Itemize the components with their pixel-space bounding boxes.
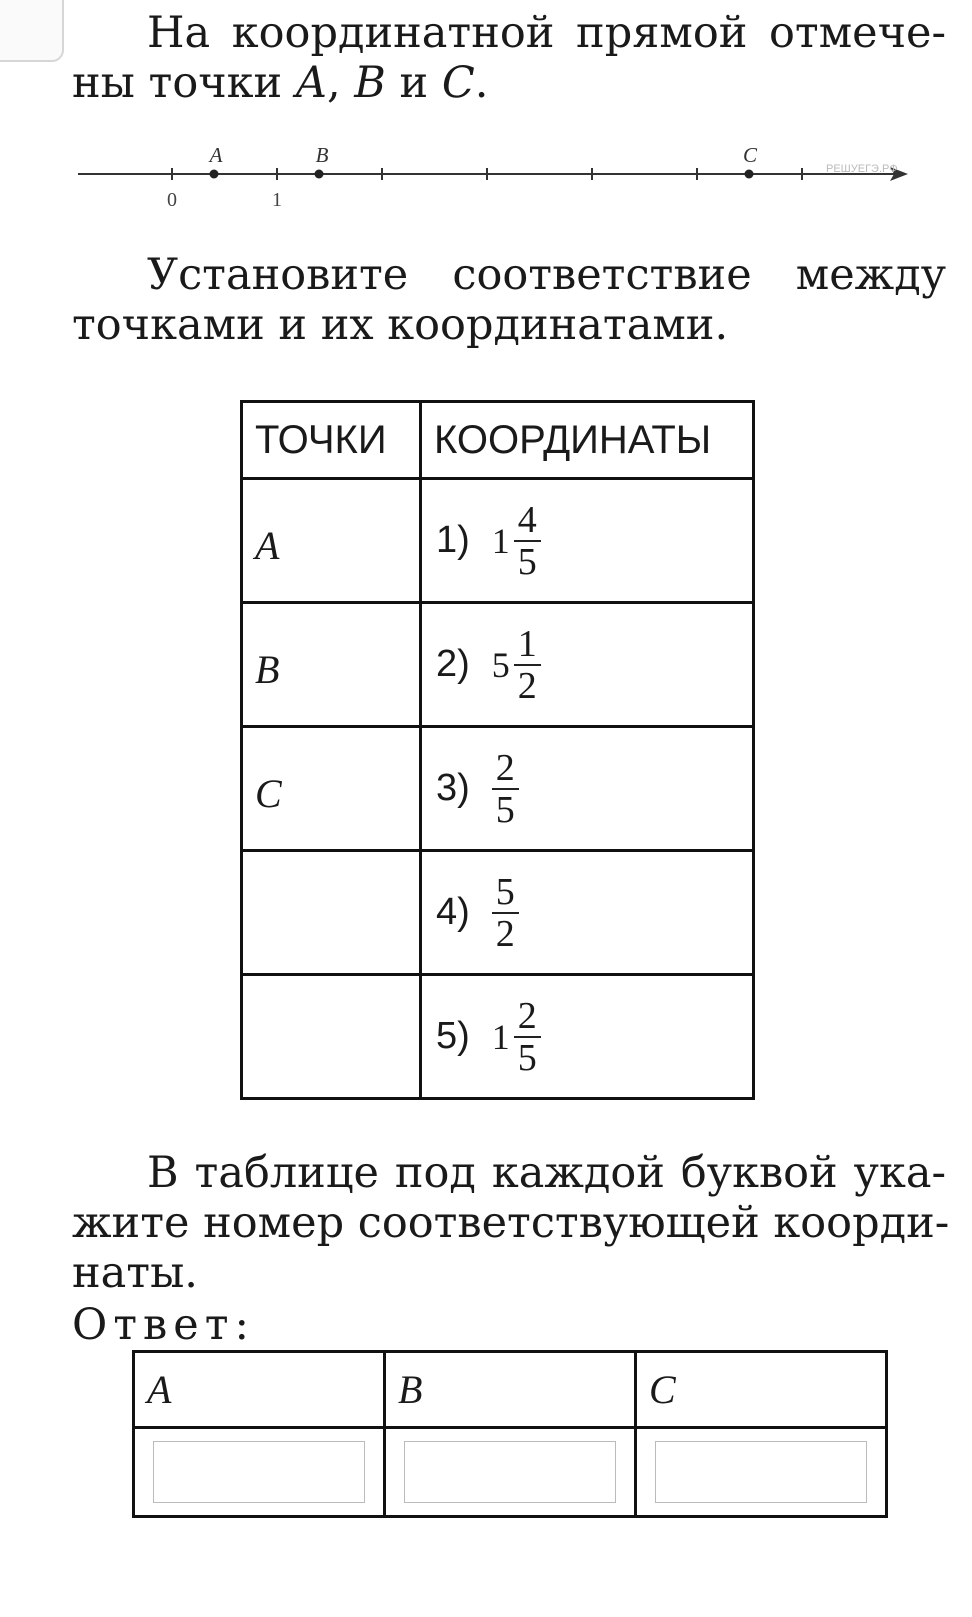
fraction-denominator: 5 — [517, 540, 537, 583]
match-table — [240, 400, 755, 1100]
coordinate-value — [422, 996, 752, 1078]
match-table-body — [242, 479, 754, 1099]
fraction — [492, 872, 519, 954]
point-cell — [242, 975, 421, 1099]
answer-label: Ответ: — [72, 1300, 255, 1350]
task-line-2: жите номер соответствующей коорди- — [72, 1198, 950, 1248]
fraction-numerator: 4 — [514, 500, 541, 542]
match-table-row — [242, 851, 754, 975]
answer-input-row — [134, 1428, 887, 1517]
fraction-numerator: 1 — [514, 624, 541, 666]
header-points: ТОЧКИ — [242, 402, 421, 479]
intro-sep-2: и — [385, 58, 442, 108]
task-paragraph — [72, 1148, 950, 1298]
corner-frame — [0, 0, 64, 62]
point-b-dot — [315, 170, 324, 179]
header-coordinates: КООРДИНАТЫ — [421, 402, 754, 479]
point-a-label: A — [209, 143, 223, 167]
fraction-denominator: 2 — [495, 912, 515, 955]
answer-input-a[interactable] — [153, 1441, 365, 1503]
intro-point-c: C — [441, 58, 475, 108]
task-line-3: наты. — [72, 1248, 198, 1298]
watermark: РЕШУЕГЭ.РФ — [826, 163, 898, 175]
coordinate-value — [422, 624, 752, 706]
coordinate-number: 4) — [436, 891, 470, 933]
point-cell: B — [242, 603, 421, 727]
coordinate-cell — [421, 975, 754, 1099]
fraction-numerator: 5 — [492, 872, 519, 914]
answer-cell-a — [134, 1428, 385, 1517]
coordinate-value — [422, 748, 752, 830]
point-c-label: C — [742, 143, 758, 167]
answer-cell-b — [385, 1428, 636, 1517]
point-cell: C — [242, 727, 421, 851]
fraction — [514, 624, 541, 706]
answer-cell-c — [636, 1428, 887, 1517]
task-line-1: В таблице под каждой буквой ука- — [147, 1148, 946, 1198]
intro-text: ны точки — [72, 58, 296, 108]
intro-point-a: A — [295, 58, 327, 108]
coordinate-number: 3) — [436, 767, 470, 809]
instruction-paragraph — [72, 250, 946, 350]
intro-end: . — [474, 58, 489, 108]
answer-header-b: B — [385, 1352, 636, 1428]
point-a-dot — [210, 170, 219, 179]
answer-input-b[interactable] — [404, 1441, 616, 1503]
instruction-line-1: Установите соответствие между — [147, 250, 946, 300]
intro-point-b: B — [354, 58, 386, 108]
coordinate-cell — [421, 479, 754, 603]
tick-label-0: 0 — [167, 189, 177, 211]
match-table-header-row — [242, 402, 754, 479]
coordinate-cell — [421, 603, 754, 727]
tick-label-1: 1 — [272, 189, 282, 211]
intro-paragraph — [72, 8, 946, 108]
answer-header-row — [134, 1352, 887, 1428]
fraction-numerator: 2 — [492, 748, 519, 790]
point-cell — [242, 851, 421, 975]
answer-header-c: C — [636, 1352, 887, 1428]
match-table-row — [242, 975, 754, 1099]
fraction-numerator: 2 — [514, 996, 541, 1038]
fraction — [514, 500, 541, 582]
coordinate-number: 5) — [436, 1015, 470, 1057]
intro-line-1: На координатной прямой отмече- — [147, 8, 946, 58]
number-line — [0, 130, 972, 220]
answer-input-c[interactable] — [655, 1441, 867, 1503]
point-b-label: B — [315, 143, 329, 167]
match-table-row — [242, 727, 754, 851]
mixed-whole: 5 — [491, 644, 510, 685]
fraction — [514, 996, 541, 1078]
match-table-row — [242, 603, 754, 727]
coordinate-cell — [421, 727, 754, 851]
point-c-dot — [745, 170, 754, 179]
mixed-whole: 1 — [491, 1016, 510, 1057]
coordinate-number: 2) — [436, 643, 470, 685]
match-table-row — [242, 479, 754, 603]
intro-line-2 — [72, 58, 946, 108]
coordinate-cell — [421, 851, 754, 975]
coordinate-number: 1) — [436, 519, 470, 561]
coordinate-value — [422, 872, 752, 954]
mixed-whole: 1 — [491, 520, 510, 561]
point-cell: A — [242, 479, 421, 603]
answer-header-a: A — [134, 1352, 385, 1428]
coordinate-value — [422, 500, 752, 582]
fraction-denominator: 2 — [517, 664, 537, 707]
fraction-denominator: 5 — [495, 788, 515, 831]
fraction-denominator: 5 — [517, 1036, 537, 1079]
instruction-line-2: точками и их координатами. — [72, 300, 729, 350]
intro-sep-1: , — [326, 58, 355, 108]
fraction — [492, 748, 519, 830]
answer-table — [132, 1350, 888, 1518]
